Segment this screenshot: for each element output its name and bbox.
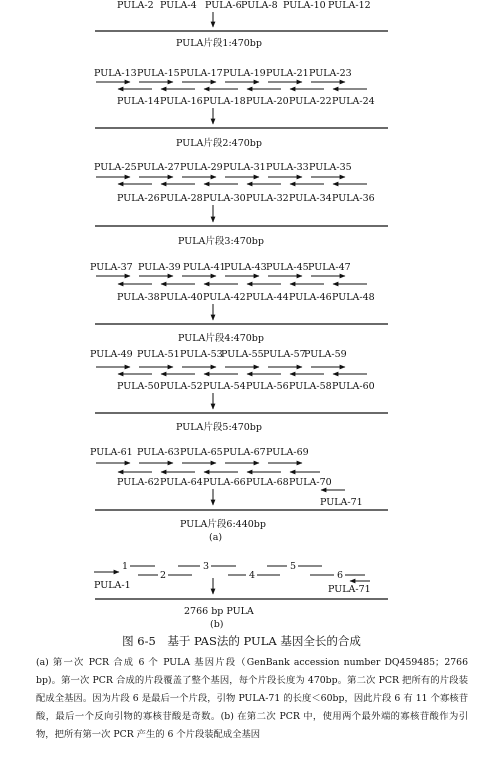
primer-label: PULA-2 bbox=[117, 0, 154, 11]
primer-label: PULA-45 bbox=[266, 262, 309, 273]
primer-label: PULA-16 bbox=[160, 96, 203, 107]
primer-label: PULA-33 bbox=[266, 162, 309, 173]
primer-label: PULA-12 bbox=[328, 0, 371, 11]
primer-label: PULA-48 bbox=[332, 292, 375, 303]
primer-label: PULA-26 bbox=[117, 193, 160, 204]
primer-label: PULA-37 bbox=[90, 262, 133, 273]
left-primer-label: PULA-1 bbox=[94, 580, 131, 591]
primer-label: PULA-17 bbox=[180, 68, 223, 79]
primer-label: PULA-15 bbox=[137, 68, 180, 79]
primer-label: PULA-13 bbox=[94, 68, 137, 79]
primer-label: PULA-62 bbox=[117, 477, 160, 488]
primer-label: PULA-67 bbox=[223, 447, 266, 458]
primer-label: PULA-20 bbox=[246, 96, 289, 107]
primer-label: PULA-46 bbox=[289, 292, 332, 303]
primer-label: PULA-22 bbox=[289, 96, 332, 107]
primer-label: PULA-23 bbox=[309, 68, 352, 79]
primer-label: PULA-44 bbox=[246, 292, 289, 303]
primer-label: PULA-54 bbox=[203, 381, 246, 392]
primer-label: PULA-55 bbox=[221, 349, 264, 360]
primer-label: PULA-65 bbox=[180, 447, 223, 458]
primer-label: PULA-56 bbox=[246, 381, 289, 392]
primer-label: PULA-27 bbox=[137, 162, 180, 173]
primer-label: PULA-35 bbox=[309, 162, 352, 173]
primer-label: PULA-10 bbox=[283, 0, 326, 11]
primer-label: PULA-38 bbox=[117, 292, 160, 303]
primer-label: PULA-36 bbox=[332, 193, 375, 204]
figure-caption-body: (a) 第一次 PCR 合成 6 个 PULA 基因片段（GenBank accession number DQ459485；2766 bp)。第一次 PCR 合成的片段覆盖了整个基因，每个片段长度为 470bp。第二次 PCR 把所有的片段装配成全基因。因为片段 6 是最后一个片段，引物 PULA-71 的长度＜60bp，因此片段 6 有 11 个寡核苷酸，最后一个反向引物的寡核苷酸是奇数。(b) 在第二次 PCR 中，使用两个最外端的寡核苷酸作为引物，把所有第一次 PCR 产生的 6 个片段装配成全基因 bbox=[36, 657, 468, 740]
primer-label: PULA-69 bbox=[266, 447, 309, 458]
primer-label: PULA-42 bbox=[203, 292, 246, 303]
primer-label: PULA-19 bbox=[223, 68, 266, 79]
figure-caption-title: 图 6-5 基于 PAS法的 PULA 基因全长的合成 bbox=[122, 634, 361, 648]
segment-label: PULA片段1:470bp bbox=[176, 38, 262, 49]
primer-label: PULA-47 bbox=[308, 262, 351, 273]
primer-label: PULA-70 bbox=[289, 477, 332, 488]
primer-label: PULA-6 bbox=[205, 0, 242, 11]
segment-label: PULA片段3:470bp bbox=[178, 236, 264, 247]
segment-label: PULA片段6:440bp bbox=[180, 519, 266, 530]
primer-label: PULA-53 bbox=[180, 349, 223, 360]
fragment-block-4 bbox=[90, 262, 388, 344]
right-primer-label: PULA-71 bbox=[328, 584, 371, 595]
primer-label: PULA-68 bbox=[246, 477, 289, 488]
fragment-number: 1 bbox=[122, 561, 129, 572]
primer-label: PULA-49 bbox=[90, 349, 133, 360]
primer-label: PULA-51 bbox=[137, 349, 180, 360]
primer-label: PULA-32 bbox=[246, 193, 289, 204]
product-label: 2766 bp PULA bbox=[184, 606, 254, 617]
primer-label: PULA-24 bbox=[332, 96, 375, 107]
primer-label: PULA-64 bbox=[160, 477, 203, 488]
primer-label: PULA-63 bbox=[137, 447, 180, 458]
primer-label: PULA-52 bbox=[160, 381, 203, 392]
primer-label: PULA-31 bbox=[223, 162, 266, 173]
fragment-block-5 bbox=[90, 349, 388, 433]
fragment-block-1 bbox=[95, 0, 388, 49]
fragment-block-2 bbox=[94, 68, 388, 149]
primer-label: PULA-58 bbox=[289, 381, 332, 392]
part-a-label: (a) bbox=[209, 532, 223, 543]
segment-label: PULA片段2:470bp bbox=[176, 138, 262, 149]
primer-label: PULA-14 bbox=[117, 96, 160, 107]
assembly-block bbox=[94, 561, 388, 630]
primer-label: PULA-66 bbox=[203, 477, 246, 488]
primer-label: PULA-29 bbox=[180, 162, 223, 173]
primer-label: PULA-39 bbox=[138, 262, 181, 273]
primer-label: PULA-34 bbox=[289, 193, 332, 204]
primer-label: PULA-28 bbox=[160, 193, 203, 204]
primer-label: PULA-50 bbox=[117, 381, 160, 392]
primer-label: PULA-18 bbox=[203, 96, 246, 107]
segment-label: PULA片段4:470bp bbox=[178, 333, 264, 344]
primer-label: PULA-41 bbox=[183, 262, 226, 273]
primer-label: PULA-71 bbox=[320, 497, 363, 508]
primer-label: PULA-25 bbox=[94, 162, 137, 173]
fragment-number: 6 bbox=[337, 570, 344, 581]
fragment-number: 5 bbox=[290, 561, 297, 572]
primer-label: PULA-4 bbox=[160, 0, 197, 11]
fragment-number: 4 bbox=[249, 570, 256, 581]
primer-label: PULA-21 bbox=[266, 68, 309, 79]
fragment-block-6 bbox=[90, 447, 388, 543]
primer-label: PULA-43 bbox=[224, 262, 267, 273]
fragment-number: 3 bbox=[203, 561, 210, 572]
segment-label: PULA片段5:470bp bbox=[176, 422, 262, 433]
primer-label: PULA-57 bbox=[263, 349, 306, 360]
part-b-label: (b) bbox=[210, 619, 224, 630]
fragment-block-3 bbox=[94, 162, 388, 247]
primer-label: PULA-61 bbox=[90, 447, 133, 458]
primer-label: PULA-40 bbox=[160, 292, 203, 303]
fragment-number: 2 bbox=[160, 570, 167, 581]
primer-label: PULA-30 bbox=[203, 193, 246, 204]
primer-label: PULA-59 bbox=[304, 349, 347, 360]
primer-label: PULA-8 bbox=[241, 0, 278, 11]
primer-label: PULA-60 bbox=[332, 381, 375, 392]
